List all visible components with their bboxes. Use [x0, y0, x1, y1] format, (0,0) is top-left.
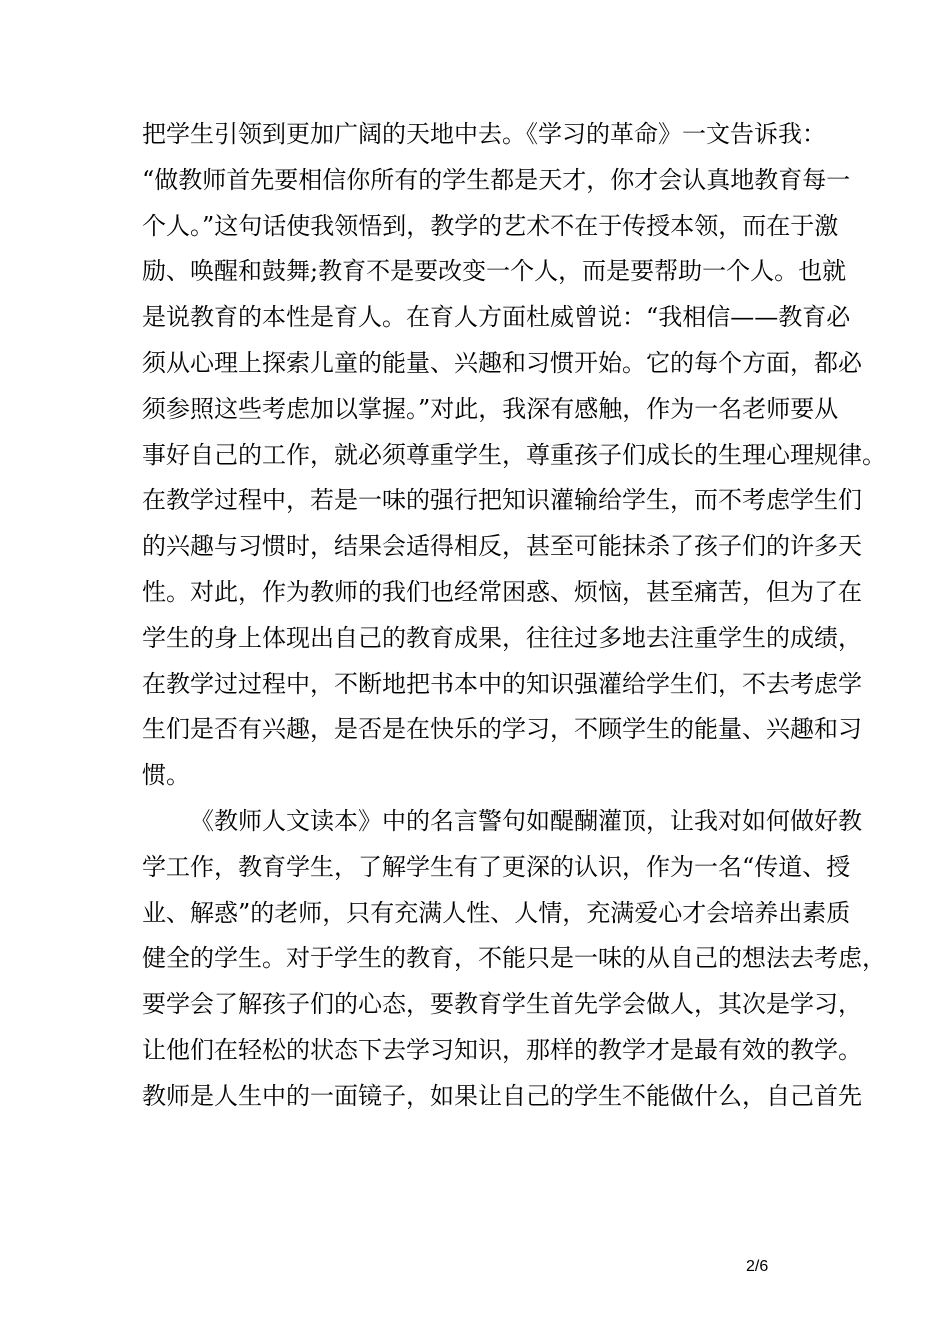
text-line: 在教学过过程中，不断地把书本中的知识强灌给学生们，不去考虑学 — [142, 669, 862, 698]
text-line: 是说教育的本性是育人。在育人方面杜威曾说：“我相信——教育必 — [142, 303, 851, 332]
text-line: 生们是否有兴趣，是否是在快乐的学习，不顾学生的能量、兴趣和习 — [142, 715, 862, 744]
text-line: 健全的学生。对于学生的教育，不能只是一味的从自己的想法去考虑， — [142, 944, 886, 973]
text-line: 学生的身上体现出自己的教育成果，往往过多地去注重学生的成绩， — [142, 623, 862, 652]
text-line: 的兴趣与习惯时，结果会适得相反，甚至可能抹杀了孩子们的许多天 — [142, 532, 862, 561]
text-line: 个人。”这句话使我领悟到，教学的艺术不在于传授本领，而在于激 — [142, 211, 839, 240]
page-number: 2/6 — [746, 1258, 769, 1275]
text-line: 教师是人生中的一面镜子，如果让自己的学生不能做什么，自己首先 — [142, 1081, 862, 1110]
text-line: 性。对此，作为教师的我们也经常困惑、烦恼，甚至痛苦，但为了在 — [142, 577, 862, 606]
text-line: 要学会了解孩子们的心态，要教育学生首先学会做人，其次是学习， — [142, 990, 862, 1019]
text-line: 在教学过程中，若是一味的强行把知识灌输给学生，而不考虑学生们 — [142, 486, 862, 515]
paragraph-start-line: 《教师人文读本》中的名言警句如醍醐灌顶，让我对如何做好教 — [190, 806, 862, 835]
body-text — [142, 112, 886, 1120]
text-line: 须参照这些考虑加以掌握。”对此，我深有感触，作为一名老师要从 — [142, 394, 839, 423]
text-line: 事好自己的工作，就必须尊重学生，尊重孩子们成长的生理心理规律。 — [142, 440, 886, 469]
text-line: 学工作，教育学生，了解学生有了更深的认识，作为一名“传道、授 — [142, 852, 851, 881]
text-line: 须从心理上探索儿童的能量、兴趣和习惯开始。它的每个方面，都必 — [142, 348, 862, 377]
text-line: 惯。 — [142, 761, 190, 790]
text-line: “做教师首先要相信你所有的学生都是天才，你才会认真地教育每一 — [142, 165, 851, 194]
text-line: 把学生引领到更加广阔的天地中去。《学习的革命》一文告诉我： — [142, 120, 826, 148]
text-line: 让他们在轻松的状态下去学习知识，那样的教学才是最有效的教学。 — [142, 1035, 862, 1064]
text-line: 励、唤醒和鼓舞;教育不是要改变一个人，而是要帮助一个人。也就 — [142, 257, 847, 286]
text-line: 业、解惑”的老师，只有充满人性、人情，充满爱心才会培养出素质 — [142, 898, 851, 927]
